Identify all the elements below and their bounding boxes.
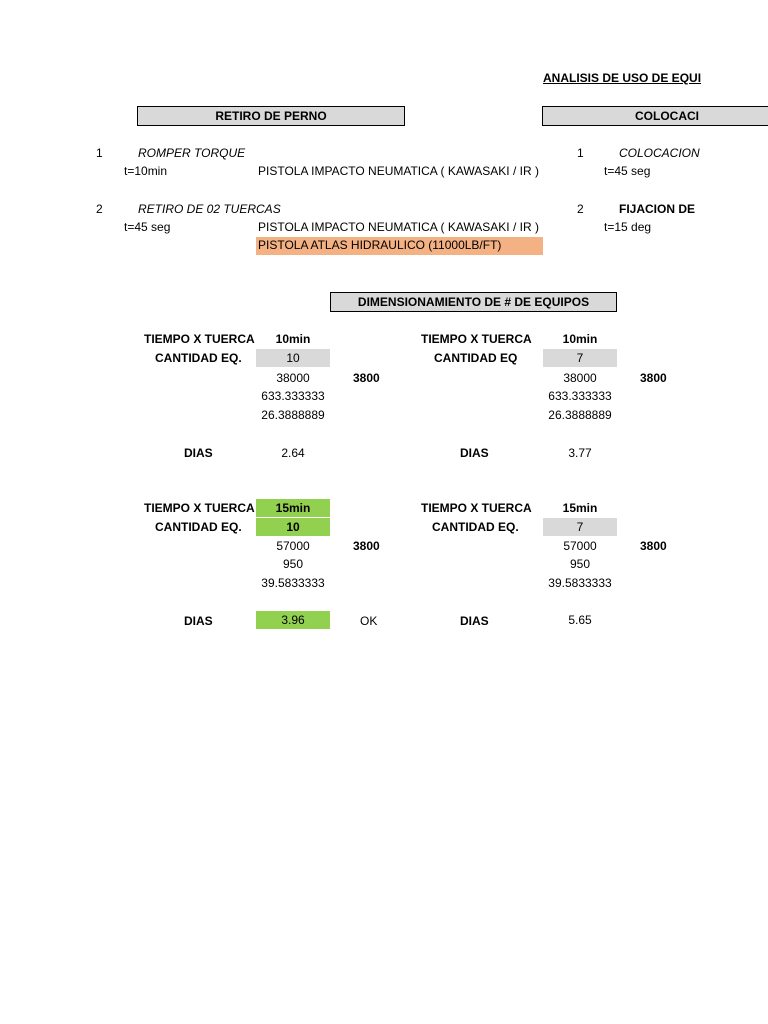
colocacion-header: COLOCACI: [542, 106, 768, 126]
t1-right-dias-label: DIAS: [460, 446, 489, 460]
t1-right-cantidad-label: CANTIDAD EQ: [434, 351, 518, 365]
right-step-2-number: 2: [577, 202, 584, 216]
step-1-name: ROMPER TORQUE: [138, 146, 246, 160]
t2-right-cantidad-value: 7: [543, 518, 617, 536]
step-2-tool: PISTOLA IMPACTO NEUMATICA ( KAWASAKI / IR ): [258, 220, 539, 234]
step-1-tool: PISTOLA IMPACTO NEUMATICA ( KAWASAKI / IR ): [258, 164, 539, 178]
dimensionamiento-header: DIMENSIONAMIENTO DE # DE EQUIPOS: [330, 292, 617, 312]
t2-right-v3: 39.5833333: [548, 576, 612, 590]
step-1-time: t=10min: [124, 164, 168, 178]
right-step-1-number: 1: [577, 146, 584, 160]
t2-right-v2: 950: [569, 557, 591, 571]
t1-right-dias-value: 3.77: [568, 446, 592, 460]
right-step-2-time: t=15 deg: [604, 220, 652, 234]
t1-left-side-value: 3800: [353, 371, 380, 385]
t1-right-cantidad-value: 7: [543, 349, 617, 367]
t1-right-v1: 38000: [563, 371, 597, 385]
t1-left-v3: 26.3888889: [261, 408, 325, 422]
t2-right-side-value: 3800: [640, 539, 667, 553]
t1-left-dias-label: DIAS: [184, 446, 213, 460]
t2-left-tiempo-label: TIEMPO X TUERCA: [144, 501, 255, 515]
t2-left-cantidad-label: CANTIDAD EQ.: [155, 520, 242, 534]
step-2-number: 2: [96, 202, 103, 216]
step-2-time: t=45 seg: [124, 220, 171, 234]
page-title: ANALISIS DE USO DE EQUI: [543, 71, 702, 85]
right-step-1-time: t=45 seg: [604, 164, 651, 178]
t1-left-cantidad-label: CANTIDAD EQ.: [155, 351, 242, 365]
right-step-1-name: COLOCACION: [619, 146, 700, 160]
t2-left-v3: 39.5833333: [261, 576, 325, 590]
t1-left-dias-value: 2.64: [281, 446, 305, 460]
retiro-de-perno-header: RETIRO DE PERNO: [137, 106, 405, 126]
step-1-number: 1: [96, 146, 103, 160]
t2-left-dias-value: 3.96: [256, 611, 330, 629]
t2-left-tiempo-value: 15min: [256, 499, 330, 517]
t1-right-side-value: 3800: [640, 371, 667, 385]
t2-left-v2: 950: [282, 557, 304, 571]
t2-left-v1: 57000: [276, 539, 310, 553]
t2-left-side-value: 3800: [353, 539, 380, 553]
t1-left-cantidad-value: 10: [256, 349, 330, 367]
t2-right-tiempo-value: 15min: [562, 501, 598, 515]
t1-left-tiempo-value: 10min: [275, 332, 311, 346]
t2-right-v1: 57000: [563, 539, 597, 553]
t2-left-cantidad-value: 10: [256, 518, 330, 536]
t2-right-dias-value: 5.65: [568, 613, 592, 627]
right-step-2-name: FIJACION DE: [619, 202, 696, 216]
t1-left-v1: 38000: [276, 371, 310, 385]
t1-left-tiempo-label: TIEMPO X TUERCA: [144, 332, 255, 346]
t1-left-v2: 633.333333: [261, 389, 325, 403]
t2-right-tiempo-label: TIEMPO X TUERCA: [421, 501, 532, 515]
t1-right-v2: 633.333333: [548, 389, 612, 403]
t2-right-cantidad-label: CANTIDAD EQ.: [432, 520, 519, 534]
t1-right-v3: 26.3888889: [548, 408, 612, 422]
t1-right-tiempo-label: TIEMPO X TUERCA: [421, 332, 532, 346]
t2-right-dias-label: DIAS: [460, 614, 489, 628]
t2-left-dias-label: DIAS: [184, 614, 213, 628]
t1-right-tiempo-value: 10min: [562, 332, 598, 346]
step-2-tool-highlight: PISTOLA ATLAS HIDRAULICO (11000LB/FT): [256, 237, 543, 255]
step-2-name: RETIRO DE 02 TUERCAS: [138, 202, 281, 216]
t2-left-status: OK: [360, 614, 378, 628]
